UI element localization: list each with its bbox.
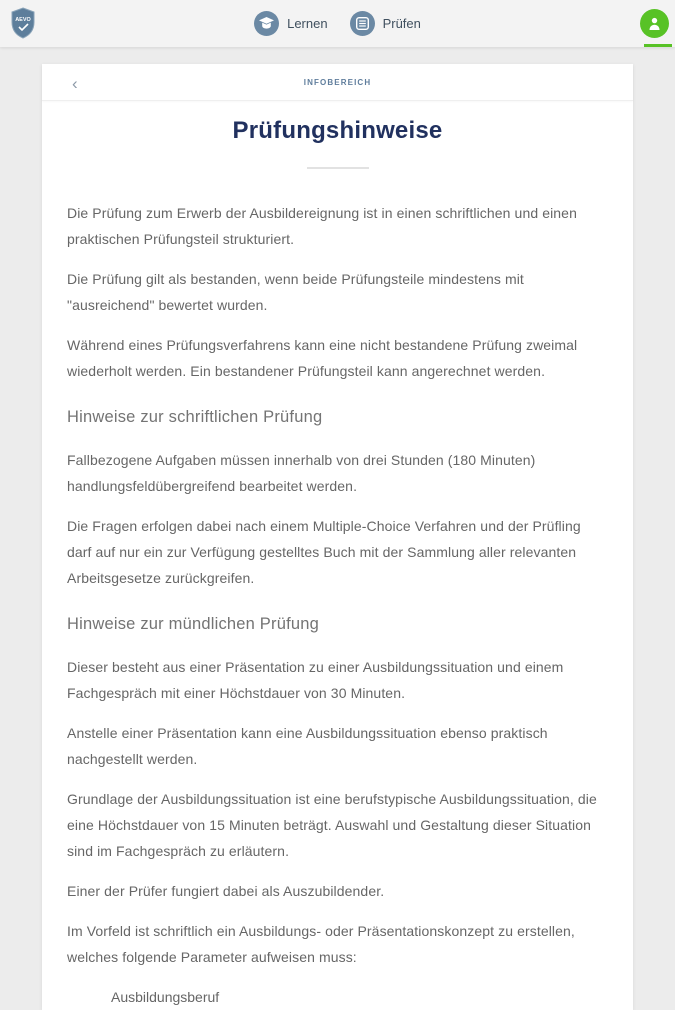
logo-text: AEVO xyxy=(15,17,31,23)
paragraph: Dieser besteht aus einer Präsentation zu einer Ausbildungssituation und einem Fachgespräch mit einer Höchstdauer von 30 Minuten. xyxy=(67,659,564,701)
paragraph: Die Fragen erfolgen dabei nach einem Multiple-Choice Verfahren und der Prüfling darf auf nur ein zur Verfügung gestelltes Buch mit der Sammlung aller relevanten Arbeitsgesetze zurückgreifen. xyxy=(67,518,581,586)
content-card xyxy=(42,64,633,1010)
main-nav xyxy=(254,11,421,36)
paragraph: Im Vorfeld ist schriftlich ein Ausbildungs- oder Präsentationskonzept zu erstellen, welches folgende Parameter aufweisen muss: xyxy=(67,923,575,965)
profile-active-indicator xyxy=(644,44,672,47)
paragraph: Grundlage der Ausbildungssituation ist eine berufstypische Ausbildungssituation, die eine Höchstdauer von 15 Minuten beträgt. Auswahl und Gestaltung dieser Situation sind im Fachgespräch zu erläutern. xyxy=(67,791,597,859)
page-title: Prüfungshinweise xyxy=(232,117,443,144)
person-icon xyxy=(648,17,661,31)
list-item-cutoff: Ausbildungsberuf xyxy=(111,989,220,1005)
section-heading-muendliche-pruefung: Hinweise zur mündlichen Prüfung xyxy=(67,615,319,633)
nav-item-lernen[interactable] xyxy=(254,11,327,36)
app-bar xyxy=(0,0,675,47)
paragraph: Die Prüfung gilt als bestanden, wenn beide Prüfungsteile mindestens mit "ausreichend" bewertet wurden. xyxy=(67,271,524,313)
paragraph: Einer der Prüfer fungiert dabei als Auszubildender. xyxy=(67,883,385,899)
paragraph: Während eines Prüfungsverfahrens kann eine nicht bestandene Prüfung zweimal wiederholt werden. Ein bestandener Prüfungsteil kann angerechnet werden. xyxy=(67,337,578,379)
paragraph: Die Prüfung zum Erwerb der Ausbildereignung ist in einen schriftlichen und einen praktischen Prüfungsteil strukturiert. xyxy=(67,205,577,247)
section-heading-schriftliche-pruefung: Hinweise zur schriftlichen Prüfung xyxy=(67,408,323,426)
nav-label-lernen: Lernen xyxy=(287,16,328,31)
card-header xyxy=(42,64,633,101)
article-body xyxy=(42,169,633,1010)
nav-item-pruefen[interactable] xyxy=(350,11,421,36)
app-logo-shield-icon[interactable] xyxy=(10,7,36,39)
paragraph: Fallbezogene Aufgaben müssen innerhalb von drei Stunden (180 Minuten) handlungsfeldübergreifend bearbeitet werden. xyxy=(67,452,536,494)
profile-button[interactable] xyxy=(640,9,669,38)
back-button[interactable]: ‹ xyxy=(72,74,78,93)
breadcrumb: INFOBEREICH xyxy=(303,77,372,87)
checklist-icon xyxy=(350,11,375,36)
paragraph: Anstelle einer Präsentation kann eine Ausbildungssituation ebenso praktisch nachgestellt werden. xyxy=(67,725,548,767)
graduation-cap-icon xyxy=(254,11,279,36)
nav-label-pruefen: Prüfen xyxy=(382,16,421,31)
